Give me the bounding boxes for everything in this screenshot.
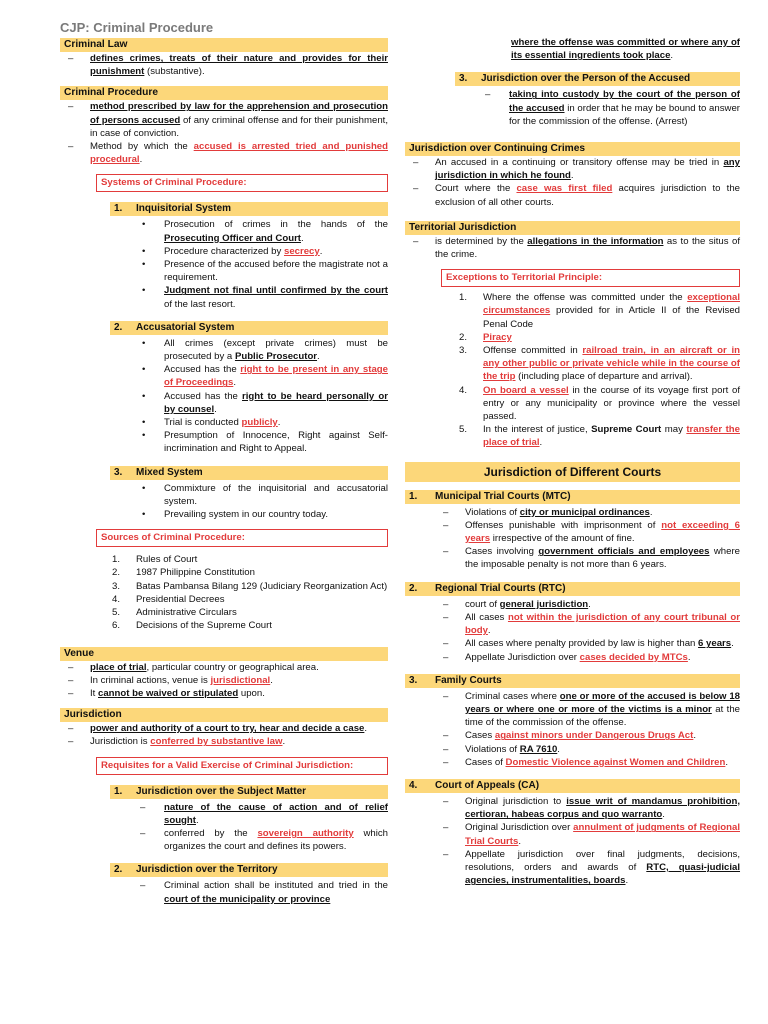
exception-item — [459, 384, 740, 424]
highlighted-text: accused is arrested tried and punished procedural — [90, 141, 388, 166]
subsection-number: 3. — [114, 466, 123, 478]
list-item — [465, 545, 740, 571]
text-run: Trial is conducted — [164, 417, 242, 429]
text-run: . — [317, 351, 320, 363]
emphasized-text: issue writ of mandamus prohibition, certioran, habeas corpus and quo warranto — [465, 795, 740, 821]
text-run: . — [557, 743, 560, 755]
list-item — [164, 258, 388, 284]
court-number: 4. — [409, 779, 418, 791]
court-heading — [405, 582, 740, 596]
exception-item — [459, 291, 740, 331]
text-run: . — [570, 170, 574, 182]
text-run: . — [277, 417, 281, 429]
list-item — [164, 508, 388, 521]
text-run: , particular country or geographical area. — [146, 661, 319, 673]
source-item — [112, 593, 388, 606]
section-heading-criminal-law: Criminal Law — [60, 38, 388, 52]
list-item — [164, 337, 388, 363]
list-item — [164, 827, 388, 853]
list-item — [164, 363, 388, 389]
list-item — [465, 821, 740, 847]
source-number: 1. — [112, 554, 121, 566]
text-run: Method by which the — [90, 141, 194, 153]
source-number: 5. — [112, 607, 121, 619]
text-run: court of — [465, 598, 500, 610]
emphasized-text: 6 years — [698, 638, 732, 650]
court-number: 1. — [409, 490, 418, 502]
right-column — [405, 36, 740, 887]
emphasized-text: allegations in the information — [527, 235, 664, 247]
source-item — [112, 566, 388, 579]
subsection-title: Jurisdiction over the Territory — [136, 864, 278, 876]
text-run: . — [301, 232, 304, 244]
emphasized-text: one or more of the accused is below 18 years or where one or more of the victims is a minor — [465, 690, 740, 715]
court-heading — [405, 674, 740, 688]
requisite-3-heading — [455, 72, 740, 86]
source-number: 4. — [112, 593, 121, 605]
emphasized-text: Supreme Court — [591, 424, 662, 436]
list-item — [90, 722, 388, 735]
text-run: Accused has the — [164, 390, 243, 402]
text-run: All crimes (except private crimes) must be prosecuted by a — [164, 337, 388, 363]
highlighted-text: jurisdictional — [210, 674, 271, 686]
list-item — [465, 743, 740, 756]
list-item — [465, 611, 740, 637]
highlighted-text: transfer the place of trial — [483, 424, 740, 449]
exceptions-box: Exceptions to Territorial Principle: — [441, 269, 740, 287]
text-run: . — [282, 736, 286, 748]
text-run: It — [90, 687, 98, 699]
exception-number: 4. — [459, 384, 468, 396]
text-run: . — [731, 638, 734, 650]
list-item — [164, 245, 388, 258]
section-heading-continuing-crimes: Jurisdiction over Continuing Crimes — [405, 142, 740, 156]
list-item — [164, 284, 388, 310]
exceptions-list — [405, 291, 740, 449]
text-run: may — [661, 424, 687, 436]
source-number: 6. — [112, 620, 121, 632]
text-run: Original Jurisdiction over — [465, 822, 574, 834]
venue-list — [60, 661, 388, 701]
highlighted-text: Piracy — [483, 331, 512, 343]
text-run: of any criminal offense and for their punishment, in case of conviction. — [90, 114, 388, 139]
court-title: Court of Appeals (CA) — [435, 779, 540, 791]
text-run: where the imposable penalty is not more than 6 years. — [465, 546, 741, 571]
list-item — [465, 519, 740, 545]
emphasized-text: power and authority of a court to try, hear and decide a case — [90, 723, 365, 735]
source-text: Administrative Circulars — [136, 607, 237, 619]
text-run: . — [649, 506, 653, 518]
text-run: conferred by the — [164, 827, 258, 839]
text-run: Prevailing system in our country today. — [164, 509, 329, 521]
exception-item — [459, 344, 740, 384]
text-run: . — [139, 154, 143, 166]
text-run: . — [693, 730, 697, 742]
text-run: Procedure characterized by — [164, 245, 284, 257]
jurisdiction-list — [60, 722, 388, 748]
emphasized-text: RA 7610 — [519, 743, 558, 755]
text-run: An accused in a continuing or transitory offense may be tried in — [435, 157, 724, 169]
text-run: provided for in Article II of the Revised Penal Code — [483, 305, 740, 330]
source-item — [112, 553, 388, 566]
source-item — [112, 619, 388, 632]
emphasized-text: Public Prosecutor — [234, 351, 318, 363]
left-column — [60, 20, 388, 906]
emphasized-text: RTC, quasi-judicial agencies, instrumentalities, boards — [465, 861, 741, 887]
list-item — [435, 156, 740, 182]
text-run: . — [487, 625, 491, 637]
systems-container — [60, 202, 388, 521]
text-run: (including place of departure and arrival). — [515, 371, 693, 383]
text-run: Original jurisdiction to — [465, 795, 567, 807]
text-run: Prosecution of crimes in the hands of the — [164, 219, 388, 231]
exception-item — [459, 423, 740, 449]
text-run: Presence of the accused before the magistrate not a requirement. — [164, 259, 388, 284]
text-run: . — [725, 756, 729, 768]
section-heading-jurisdiction: Jurisdiction — [60, 708, 388, 722]
text-run: at the time of the commission of the offense. — [465, 703, 741, 729]
highlighted-text: sovereign authority — [257, 827, 354, 839]
court-heading — [405, 490, 740, 504]
emphasized-text: defines crimes, treats of their nature and provides for their punishment — [90, 53, 388, 78]
emphasized-text: where the offense was committed or where any of its essential ingredients took place — [511, 37, 740, 62]
text-run: Court where the — [435, 183, 517, 195]
list-item — [164, 482, 388, 508]
text-run: Cases — [465, 730, 495, 742]
text-run: . — [687, 651, 691, 663]
highlighted-text: Domestic Violence against Women and Children — [505, 756, 726, 768]
court-jurisdiction-list — [405, 598, 740, 664]
text-run: . — [662, 809, 665, 821]
court-number: 2. — [409, 582, 418, 594]
text-run: Jurisdiction is — [90, 736, 151, 748]
highlighted-text: not exceeding 6 years — [465, 519, 740, 545]
sources-list — [60, 553, 388, 632]
list-item — [90, 687, 388, 700]
exception-number: 2. — [459, 331, 468, 343]
text-run: . — [364, 723, 368, 735]
list-item — [465, 651, 740, 664]
text-run: which organizes the court and defines its powers. — [164, 827, 389, 853]
section-heading-criminal-procedure: Criminal Procedure — [60, 86, 388, 100]
court-jurisdiction-list — [405, 690, 740, 769]
list-item — [465, 848, 740, 888]
subsection-list — [60, 337, 388, 456]
text-run: Appellate Jurisdiction over — [465, 651, 580, 663]
text-run: of the last resort. — [164, 298, 236, 310]
highlighted-text: cases decided by MTCs — [579, 651, 688, 663]
subsection-list — [60, 801, 388, 854]
text-run: . — [518, 835, 521, 847]
text-run: Violations of — [465, 506, 520, 518]
text-run: Offense committed in — [483, 345, 583, 357]
emphasized-text: cannot be waived or stipulated — [98, 687, 239, 699]
text-run: in order that he may be bound to answer for the commission of the offense. (Arrest) — [509, 102, 740, 127]
list-item — [465, 598, 740, 611]
list-item — [164, 218, 388, 244]
text-run: Criminal cases where — [465, 690, 560, 702]
text-run: Presumption of Innocence, Right against Self-incrimination and Right to Appeal. — [164, 430, 388, 455]
text-run: . — [270, 674, 273, 686]
text-run: acquires jurisdiction to the exclusion of all other courts. — [435, 183, 740, 208]
text-run: . — [214, 403, 217, 415]
courts-heading: Jurisdiction of Different Courts — [405, 462, 740, 482]
requisites-box: Requisites for a Valid Exercise of Criminal Jurisdiction: — [96, 757, 388, 775]
courts-container — [405, 490, 740, 888]
source-number: 2. — [112, 567, 121, 579]
source-text: Batas Pambansa Bilang 129 (Judiciary Reorganization Act) — [136, 580, 388, 592]
highlighted-text: conferred by substantive law — [150, 736, 283, 748]
emphasized-text: nature of the cause of action and of relief sought — [164, 801, 388, 826]
court-heading — [405, 779, 740, 793]
continuation-text — [511, 36, 740, 62]
territorial-list — [405, 235, 740, 261]
emphasized-text: general jurisdiction — [499, 598, 589, 610]
subsection-heading — [110, 863, 388, 877]
highlighted-text: annulment of judgments of Regional Trial Courts — [465, 822, 740, 847]
text-run: in the course of its voyage first port of entry or any municipality or province where the vessel passed. — [483, 384, 740, 423]
requisite-3-list — [405, 88, 740, 128]
subsection-list — [60, 482, 388, 522]
list-item — [90, 140, 388, 166]
source-text: Rules of Court — [136, 554, 198, 566]
text-run: as to the situs of the crime. — [435, 235, 740, 261]
highlighted-text: against minors under Dangerous Drugs Act — [494, 730, 694, 742]
requisite-3-number: 3. — [459, 73, 468, 85]
text-run: All cases where penalty provided by law is higher than — [465, 638, 699, 650]
court-title: Regional Trial Courts (RTC) — [435, 582, 566, 594]
list-item — [90, 100, 388, 140]
emphasized-text: any jurisdiction in which he found — [435, 157, 740, 182]
territory-continuation — [405, 36, 740, 62]
subsection-number: 2. — [114, 321, 123, 333]
text-run: In criminal actions, venue is — [90, 674, 211, 686]
list-item — [164, 416, 388, 429]
source-item — [112, 580, 388, 593]
highlighted-text: railroad train, in an aircraft or in any other public or private vehicle while in the course of the trip — [483, 345, 740, 383]
text-run: . — [319, 245, 323, 257]
text-run: Cases involving — [465, 546, 539, 558]
exception-number: 1. — [459, 292, 468, 304]
subsection-heading — [110, 466, 388, 480]
source-text: 1987 Philippine Constitution — [136, 567, 255, 579]
list-item — [90, 735, 388, 748]
emphasized-text: taking into custody by the court of the person of the accused — [509, 89, 740, 114]
highlighted-text: exceptional circumstances — [483, 292, 740, 317]
list-item — [164, 879, 388, 905]
criminal-law-list — [60, 52, 388, 78]
list-item — [435, 235, 740, 261]
court-jurisdiction-list — [405, 795, 740, 887]
highlighted-text: case was first filed — [516, 183, 613, 195]
text-run: . — [588, 598, 591, 610]
text-run: Appellate jurisdiction over final judgments, decisions, resolutions, orders and awards of — [465, 848, 740, 873]
emphasized-text: government officials and employees — [538, 546, 710, 558]
emphasized-text: Prosecuting Officer and Court — [164, 232, 301, 244]
court-jurisdiction-list — [405, 506, 740, 572]
text-run: Where the offense was committed under the — [483, 292, 688, 304]
sources-box: Sources of Criminal Procedure: — [96, 529, 388, 547]
list-item — [465, 637, 740, 650]
emphasized-text: Judgment not final until confirmed by the court — [164, 285, 388, 297]
text-run: Criminal action shall be instituted and tried in the — [164, 880, 388, 892]
text-run: . — [195, 814, 199, 826]
subsection-heading — [110, 785, 388, 799]
emphasized-text: place of trial — [90, 661, 147, 673]
text-run: All cases — [465, 611, 508, 623]
subsection-heading — [110, 202, 388, 216]
subsection-list — [60, 218, 388, 310]
section-heading-venue: Venue — [60, 647, 388, 661]
continuing-crimes-list — [405, 156, 740, 209]
list-item — [164, 429, 388, 455]
text-run: In the interest of justice, — [483, 424, 592, 436]
text-run: Accused has the — [164, 364, 241, 376]
subsection-number: 1. — [114, 785, 123, 797]
source-text: Decisions of the Supreme Court — [136, 620, 272, 632]
text-run: Offenses punishable with imprisonment of — [465, 519, 662, 531]
subsection-title: Jurisdiction over the Subject Matter — [136, 785, 307, 797]
emphasized-text: city or municipal ordinances — [519, 506, 650, 518]
subsection-title: Inquisitorial System — [136, 203, 232, 215]
highlighted-text: right to be present in any stage of Proceedings — [164, 364, 388, 389]
highlighted-text: publicly — [241, 417, 278, 429]
text-run: . — [233, 377, 236, 389]
text-run: . — [625, 875, 629, 887]
list-item — [435, 182, 740, 208]
text-run: Violations of — [465, 743, 520, 755]
emphasized-text: right to be heard personally or by counsel — [164, 390, 388, 415]
list-item — [465, 756, 740, 769]
text-run: Cases of — [465, 756, 506, 768]
list-item — [164, 801, 388, 827]
text-run: . — [539, 437, 543, 449]
subsection-number: 2. — [114, 864, 123, 876]
list-item — [465, 795, 740, 821]
source-item — [112, 606, 388, 619]
systems-box: Systems of Criminal Procedure: — [96, 174, 388, 192]
requisites-container — [60, 785, 388, 906]
list-item — [90, 674, 388, 687]
subsection-heading — [110, 321, 388, 335]
court-title: Family Courts — [435, 674, 502, 686]
subsection-list — [60, 879, 388, 905]
document-title: CJP: Criminal Procedure — [60, 20, 214, 35]
emphasized-text: method prescribed by law for the apprehension and prosecution of persons accused — [90, 101, 388, 126]
list-item — [509, 88, 740, 128]
criminal-procedure-list — [60, 100, 388, 166]
text-run: Commixture of the inquisitorial and accusatorial system. — [164, 482, 388, 507]
text-run: irrespective of the amount of fine. — [490, 533, 635, 545]
text-run: is determined by the — [435, 235, 528, 247]
subsection-number: 1. — [114, 203, 123, 215]
emphasized-text: court of the municipality or province — [164, 893, 331, 905]
list-item — [465, 690, 740, 730]
section-heading-territorial: Territorial Jurisdiction — [405, 221, 740, 235]
text-run: upon. — [238, 687, 265, 699]
text-run: . — [670, 50, 674, 62]
list-item — [90, 661, 388, 674]
exception-number: 5. — [459, 424, 468, 436]
highlighted-text: On board a vessel — [483, 384, 569, 396]
list-item — [465, 729, 740, 742]
subsection-title: Accusatorial System — [136, 321, 235, 333]
subsection-title: Mixed System — [136, 466, 203, 478]
list-item — [164, 390, 388, 416]
source-number: 3. — [112, 580, 121, 592]
court-number: 3. — [409, 674, 418, 686]
exception-item — [459, 331, 740, 344]
highlighted-text: not within the jurisdiction of any court tribunal or body — [465, 611, 740, 637]
requisite-3-title: Jurisdiction over the Person of the Accused — [481, 73, 691, 85]
highlighted-text: secrecy — [283, 245, 320, 257]
source-text: Presidential Decrees — [136, 593, 225, 605]
list-item — [90, 52, 388, 78]
exception-number: 3. — [459, 345, 468, 357]
text-run: (substantive). — [144, 66, 205, 78]
court-title: Municipal Trial Courts (MTC) — [435, 490, 571, 502]
list-item — [465, 506, 740, 519]
